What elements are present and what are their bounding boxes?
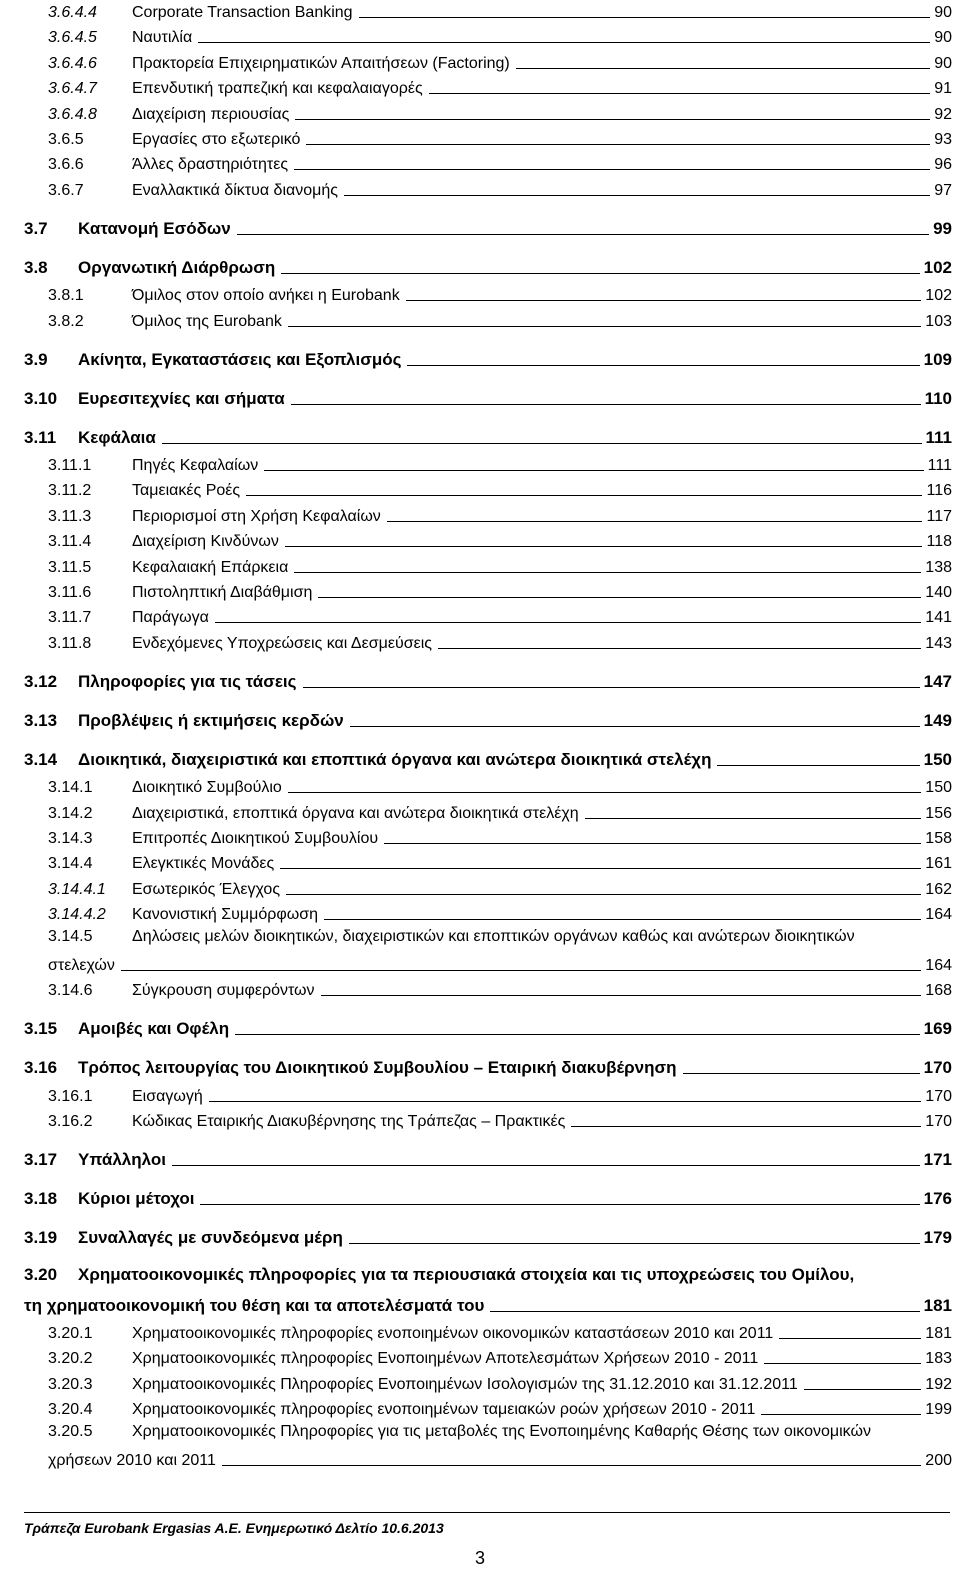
toc-entry-title: Χρηματοοικονομικές πληροφορίες ενοποιημένων οικονομικών καταστάσεων 2010 και 2011 xyxy=(132,1325,774,1342)
toc-entry-number: 3.20.1 xyxy=(48,1325,93,1342)
toc-entry-number: 3.6.6 xyxy=(48,156,84,174)
toc-entry-page: 117 xyxy=(926,507,952,525)
toc-entry[interactable] xyxy=(48,478,952,500)
toc-entry-title: τη χρηματοοικονομική του θέση και τα αποτελέσματά του xyxy=(24,1295,485,1315)
toc-entry-page: 150 xyxy=(923,749,952,769)
toc-entry-number: 3.14.4.1 xyxy=(48,880,106,898)
toc-entry-number: 3.6.5 xyxy=(48,131,84,148)
toc-entry-title: Κώδικας Εταιρικής Διακυβέρνησης της Τράπεζας – Πρακτικές xyxy=(132,1113,566,1131)
toc-entry-number: 3.20.2 xyxy=(48,1350,93,1368)
toc-entry-title: Διαχειριστικά, εποπτικά όργανα και ανώτερα διοικητικά στελέχη xyxy=(132,804,579,822)
toc-entry-page: 91 xyxy=(934,80,952,98)
toc-entry-page: 97 xyxy=(934,181,952,199)
toc-entry-page: 200 xyxy=(925,1452,952,1469)
toc-entry-title: Χρηματοοικονομικές πληροφορίες Ενοποιημένων Αποτελεσμάτων Χρήσεων 2010 - 2011 xyxy=(132,1350,759,1368)
toc-leader-line xyxy=(288,326,921,327)
toc-entry-page: 181 xyxy=(923,1295,952,1315)
toc-entry-number: 3.11 xyxy=(24,427,57,447)
toc-entry-page: 111 xyxy=(925,427,952,447)
toc-entry-page: 111 xyxy=(927,457,952,474)
toc-leader-line xyxy=(285,546,923,547)
toc-entry-title: Ελεγκτικές Μονάδες xyxy=(132,855,275,873)
toc-entry[interactable] xyxy=(48,1321,952,1343)
toc-entry-page: 164 xyxy=(925,957,952,974)
toc-entry-number: 3.10 xyxy=(24,388,58,408)
toc-entry-number: 3.16.1 xyxy=(48,1087,93,1105)
toc-leader-line xyxy=(294,169,930,170)
toc-entry-title: Ευρεσιτεχνίες και σήματα xyxy=(78,388,285,408)
toc-entry-wrapped-line xyxy=(24,1265,854,1285)
toc-entry-title: Corporate Transaction Banking xyxy=(132,4,353,21)
toc-entry[interactable] xyxy=(48,529,952,551)
toc-entry-number: 3.11.7 xyxy=(48,609,92,627)
toc-leader-line xyxy=(717,765,919,766)
toc-entry[interactable] xyxy=(48,102,952,124)
footer-divider xyxy=(24,1512,950,1513)
toc-leader-line xyxy=(280,868,921,869)
toc-entry-page: 99 xyxy=(933,218,952,238)
toc-entry-page: 170 xyxy=(925,1087,952,1105)
toc-entry[interactable] xyxy=(24,348,952,370)
toc-entry-number: 3.8.1 xyxy=(48,287,84,305)
toc-entry-page: 118 xyxy=(926,533,952,551)
toc-entry-number: 3.16 xyxy=(24,1058,58,1078)
toc-leader-line xyxy=(318,597,921,598)
toc-entry-number: 3.20.5 xyxy=(48,1422,93,1440)
toc-entry-number: 3.8 xyxy=(24,257,48,277)
toc-entry-page: 168 xyxy=(925,982,952,1000)
toc-entry-number: 3.14.4.2 xyxy=(48,906,106,924)
toc-leader-line xyxy=(281,273,919,274)
toc-entry[interactable] xyxy=(48,25,952,47)
toc-entry-page: 96 xyxy=(934,156,952,174)
toc-entry-number: 3.8.2 xyxy=(48,312,84,330)
toc-entry-number: 3.15 xyxy=(24,1019,58,1039)
page-number: 3 xyxy=(474,1548,485,1568)
toc-entry-title: Ακίνητα, Εγκαταστάσεις και Εξοπλισμός xyxy=(78,349,402,369)
toc-entry[interactable] xyxy=(48,775,952,797)
toc-entry-title: Διοικητικό Συμβούλιο xyxy=(132,779,282,797)
toc-entry-number: 3.11.5 xyxy=(48,558,92,576)
toc-entry-title: Όμιλος στον οποίο ανήκει η Eurobank xyxy=(132,287,400,305)
toc-entry[interactable] xyxy=(24,1294,952,1316)
toc-entry[interactable] xyxy=(48,851,952,873)
toc-leader-line xyxy=(585,818,922,819)
toc-entry-page: 179 xyxy=(923,1228,952,1248)
toc-entry-number: 3.6.7 xyxy=(48,181,84,199)
toc-leader-line xyxy=(246,495,922,496)
toc-entry[interactable] xyxy=(48,605,952,627)
toc-entry-title: Περιορισμοί στη Χρήση Κεφαλαίων xyxy=(132,507,381,525)
toc-entry-title: Κεφαλαιακή Επάρκεια xyxy=(132,558,289,576)
toc-entry-title: Χρηματοοικονομικές πληροφορίες ενοποιημένων ταμειακών ροών χρήσεων 2010 - 2011 xyxy=(132,1401,756,1419)
toc-entry-title: Αμοιβές και Οφέλη xyxy=(78,1019,230,1039)
toc-leader-line xyxy=(294,572,921,573)
toc-entry-page: 110 xyxy=(924,388,952,408)
toc-entry-title: Εργασίες στο εξωτερικό xyxy=(132,131,301,148)
toc-leader-line xyxy=(804,1389,922,1390)
toc-entry-title: Πρακτορεία Επιχειρηματικών Απαιτήσεων (Factoring) xyxy=(132,54,510,72)
toc-leader-line xyxy=(571,1126,921,1127)
toc-entry-number: 3.11.3 xyxy=(48,507,92,525)
toc-entry-title: Εναλλακτικά δίκτυα διανομής xyxy=(132,181,338,199)
toc-entry[interactable] xyxy=(48,504,952,526)
toc-entry-title: Υπάλληλοι xyxy=(78,1150,166,1170)
toc-entry-number: 3.7 xyxy=(24,218,48,238)
toc-entry[interactable] xyxy=(48,309,952,331)
toc-entry[interactable] xyxy=(24,256,952,278)
toc-entry-title: Κύριοι μέτοχοι xyxy=(78,1189,195,1209)
toc-leader-line xyxy=(209,1101,922,1102)
toc-entry-wrapped-line xyxy=(48,928,855,946)
footer-text: Τράπεζα Eurobank Ergasias A.E. Ενημερωτικό Δελτίο 10.6.2013 xyxy=(24,1520,444,1536)
toc-entry-title: Οργανωτική Διάρθρωση xyxy=(78,257,276,277)
toc-entry-number: 3.11.8 xyxy=(48,634,92,652)
toc-leader-line xyxy=(215,622,921,623)
toc-entry-number: 3.20.3 xyxy=(48,1375,93,1393)
toc-leader-line xyxy=(198,42,930,43)
toc-entry-title-line1: Χρηματοοικονομικές πληροφορίες για τα περιουσιακά στοιχεία και τις υποχρεώσεις του Ομίλου, xyxy=(78,1265,855,1285)
toc-entry-page: 102 xyxy=(923,257,952,277)
toc-entry-page: 92 xyxy=(934,105,952,123)
toc-entry-number: 3.11.4 xyxy=(48,533,92,551)
toc-entry-title-line1: Δηλώσεις μελών διοικητικών, διαχειριστικών και εποπτικών οργάνων καθώς και ανώτερων διοικητικών xyxy=(132,927,855,945)
toc-entry-page: 171 xyxy=(923,1150,952,1170)
toc-entry[interactable] xyxy=(24,670,952,692)
toc-entry[interactable] xyxy=(48,826,952,848)
toc-entry-title: Ενδεχόμενες Υποχρεώσεις και Δεσμεύσεις xyxy=(132,634,432,652)
toc-entry-page: 170 xyxy=(925,1113,952,1131)
toc-entry-title: Επιτροπές Διοικητικού Συμβουλίου xyxy=(132,830,379,847)
toc-entry-page: 147 xyxy=(923,671,952,691)
toc-entry-title: Κανονιστική Συμμόρφωση xyxy=(132,906,318,924)
toc-entry[interactable] xyxy=(48,0,952,22)
toc-entry-page: 169 xyxy=(923,1019,952,1039)
toc-leader-line xyxy=(350,726,920,727)
toc-entry[interactable] xyxy=(48,631,952,653)
toc-leader-line xyxy=(429,93,931,94)
toc-entry-page: 183 xyxy=(925,1350,952,1368)
toc-entry-title: Όμιλος της Eurobank xyxy=(132,312,282,330)
toc-entry-title: Παράγωγα xyxy=(132,609,209,627)
toc-entry[interactable] xyxy=(48,127,952,149)
toc-entry-page: 140 xyxy=(925,584,952,601)
toc-entry-number: 3.6.4.7 xyxy=(48,80,97,98)
toc-entry-number: 3.6.4.4 xyxy=(48,4,97,21)
toc-entry[interactable] xyxy=(48,1109,952,1131)
toc-entry-number: 3.18 xyxy=(24,1189,58,1209)
toc-entry-title: Κεφάλαια xyxy=(78,427,156,447)
toc-leader-line xyxy=(407,365,919,366)
toc-entry[interactable] xyxy=(48,453,952,475)
toc-leader-line xyxy=(779,1338,921,1339)
toc-leader-line xyxy=(288,792,922,793)
toc-leader-line xyxy=(295,119,930,120)
toc-leader-line xyxy=(172,1165,920,1166)
toc-entry-page: 138 xyxy=(925,558,952,576)
toc-entry-page: 199 xyxy=(925,1401,952,1419)
toc-entry-title-line1: Χρηματοοικονομικές Πληροφορίες για τις μεταβολές της Ενοποιημένης Καθαρής Θέσης των οικονομικών xyxy=(132,1422,871,1440)
toc-leader-line xyxy=(406,300,922,301)
toc-leader-line xyxy=(324,919,921,920)
toc-entry[interactable] xyxy=(24,709,952,731)
toc-entry-number: 3.14.1 xyxy=(48,779,93,797)
toc-entry-title: Πληροφορίες για τις τάσεις xyxy=(78,671,297,691)
toc-entry-title: Πηγές Κεφαλαίων xyxy=(132,457,259,474)
toc-entry-wrapped-line xyxy=(48,1423,871,1441)
toc-entry-page: 141 xyxy=(925,609,952,627)
toc-entry-page: 156 xyxy=(925,804,952,822)
toc-entry-page: 90 xyxy=(934,29,952,47)
toc-entry-title: Επενδυτική τραπεζική και κεφαλαιαγορές xyxy=(132,80,423,98)
toc-entry-number: 3.20 xyxy=(24,1265,58,1285)
toc-entry[interactable] xyxy=(48,801,952,823)
toc-leader-line xyxy=(303,687,920,688)
toc-entry[interactable] xyxy=(48,51,952,73)
toc-entry[interactable] xyxy=(48,76,952,98)
toc-entry-page: 181 xyxy=(925,1325,952,1342)
toc-entry-title: Προβλέψεις ή εκτιμήσεις κερδών xyxy=(78,710,344,730)
toc-entry-title: Τρόπος λειτουργίας του Διοικητικού Συμβουλίου – Εταιρική διακυβέρνηση xyxy=(78,1058,677,1078)
toc-entry[interactable] xyxy=(48,1346,952,1368)
toc-entry[interactable] xyxy=(48,1397,952,1419)
toc-entry-title: Άλλες δραστηριότητες xyxy=(132,156,289,174)
toc-leader-line xyxy=(237,234,929,235)
toc-entry[interactable] xyxy=(48,1372,952,1394)
toc-entry[interactable] xyxy=(24,217,952,239)
toc-entry-number: 3.19 xyxy=(24,1228,58,1248)
toc-entry-number: 3.16.2 xyxy=(48,1113,93,1131)
toc-entry-page: 143 xyxy=(925,634,952,652)
toc-entry-title: Ταμειακές Ροές xyxy=(132,482,241,500)
toc-entry-page: 164 xyxy=(925,906,952,924)
toc-entry-title: στελεχών xyxy=(48,957,115,974)
toc-entry-title: Κατανομή Εσόδων xyxy=(78,218,231,238)
toc-entry[interactable] xyxy=(48,178,952,200)
toc-entry-number: 3.6.4.6 xyxy=(48,54,97,72)
toc-entry-page: 103 xyxy=(925,312,952,330)
toc-entry-page: 170 xyxy=(923,1058,952,1078)
toc-entry-number: 3.14.3 xyxy=(48,830,93,847)
toc-entry-number: 3.14 xyxy=(24,749,58,769)
toc-leader-line xyxy=(384,843,921,844)
toc-entry-title: Ναυτιλία xyxy=(132,29,193,47)
toc-entry[interactable] xyxy=(24,1017,952,1039)
toc-entry-number: 3.14.5 xyxy=(48,927,93,945)
toc-entry-number: 3.14.2 xyxy=(48,804,93,822)
toc-entry-page: 149 xyxy=(923,710,952,730)
toc-leader-line xyxy=(200,1204,919,1205)
toc-entry-number: 3.17 xyxy=(24,1150,58,1170)
toc-entry-title: Διαχείριση Κινδύνων xyxy=(132,533,279,551)
toc-entry[interactable] xyxy=(48,1448,952,1470)
toc-leader-line xyxy=(764,1363,921,1364)
toc-entry[interactable] xyxy=(24,1148,952,1170)
toc-leader-line xyxy=(264,470,923,471)
toc-entry-number: 3.13 xyxy=(24,710,58,730)
toc-leader-line xyxy=(306,144,930,145)
toc-entry[interactable] xyxy=(24,1226,952,1248)
toc-leader-line xyxy=(235,1034,920,1035)
toc-entry-title: χρήσεων 2010 και 2011 xyxy=(48,1452,216,1469)
toc-entry-page: 158 xyxy=(925,830,952,847)
toc-entry-page: 90 xyxy=(934,54,952,72)
toc-leader-line xyxy=(387,521,923,522)
toc-leader-line xyxy=(291,404,921,405)
toc-entry-page: 161 xyxy=(925,855,952,873)
toc-entry-number: 3.6.4.5 xyxy=(48,29,97,47)
toc-leader-line xyxy=(344,195,930,196)
toc-entry-title: Πιστοληπτική Διαβάθμιση xyxy=(132,584,313,601)
toc-entry-page: 109 xyxy=(923,349,952,369)
toc-leader-line xyxy=(349,1243,920,1244)
toc-entry-number: 3.6.4.8 xyxy=(48,105,97,123)
toc-leader-line xyxy=(683,1073,920,1074)
toc-entry[interactable] xyxy=(24,387,952,409)
toc-leader-line xyxy=(222,1465,921,1466)
toc-entry[interactable] xyxy=(48,978,952,1000)
toc-entry-page: 176 xyxy=(923,1189,952,1209)
toc-entry-page: 102 xyxy=(925,287,952,305)
toc-entry-number: 3.20.4 xyxy=(48,1401,93,1419)
toc-entry-title: Εισαγωγή xyxy=(132,1087,203,1105)
toc-entry-title: Σύγκρουση συμφερόντων xyxy=(132,982,315,1000)
toc-entry[interactable] xyxy=(48,902,952,924)
toc-entry[interactable] xyxy=(24,748,952,770)
toc-entry-page: 116 xyxy=(926,482,952,500)
toc-entry-page: 90 xyxy=(934,4,952,21)
toc-leader-line xyxy=(121,970,921,971)
toc-entry-page: 192 xyxy=(925,1375,952,1393)
toc-leader-line xyxy=(321,995,922,996)
toc-entry[interactable] xyxy=(24,426,952,448)
toc-entry-title: Διαχείριση περιουσίας xyxy=(132,105,290,123)
toc-entry-title: Συναλλαγές με συνδεόμενα μέρη xyxy=(78,1228,343,1248)
toc-entry[interactable] xyxy=(48,877,952,899)
toc-entry-page: 162 xyxy=(925,880,952,898)
toc-entry[interactable] xyxy=(48,953,952,975)
toc-leader-line xyxy=(162,443,922,444)
toc-entry[interactable] xyxy=(48,580,952,602)
toc-entry[interactable] xyxy=(24,1056,952,1078)
toc-entry-title: Εσωτερικός Έλεγχος xyxy=(132,880,281,898)
toc-entry-number: 3.11.1 xyxy=(48,457,92,474)
toc-entry-title: Χρηματοοικονομικές Πληροφορίες Ενοποιημένων Ισολογισμών της 31.12.2010 και 31.12.2011 xyxy=(132,1375,798,1393)
toc-entry-title: Διοικητικά, διαχειριστικά και εποπτικά όργανα και ανώτερα διοικητικά στελέχη xyxy=(78,749,712,769)
toc-leader-line xyxy=(516,68,930,69)
toc-leader-line xyxy=(286,894,921,895)
toc-leader-line xyxy=(761,1414,921,1415)
toc-entry[interactable] xyxy=(24,1187,952,1209)
toc-entry[interactable] xyxy=(48,1084,952,1106)
toc-leader-line xyxy=(438,648,921,649)
toc-entry[interactable] xyxy=(48,283,952,305)
toc-entry-number: 3.9 xyxy=(24,349,48,369)
toc-entry-number: 3.11.6 xyxy=(48,584,92,601)
toc-leader-line xyxy=(490,1311,919,1312)
toc-entry-number: 3.14.6 xyxy=(48,982,93,1000)
toc-entry[interactable] xyxy=(48,152,952,174)
toc-entry[interactable] xyxy=(48,555,952,577)
toc-entry-number: 3.12 xyxy=(24,671,58,691)
toc-leader-line xyxy=(359,17,931,18)
toc-entry-page: 93 xyxy=(934,131,952,148)
toc-entry-number: 3.14.4 xyxy=(48,855,93,873)
toc-entry-page: 150 xyxy=(925,779,952,797)
toc-entry-number: 3.11.2 xyxy=(48,482,92,500)
